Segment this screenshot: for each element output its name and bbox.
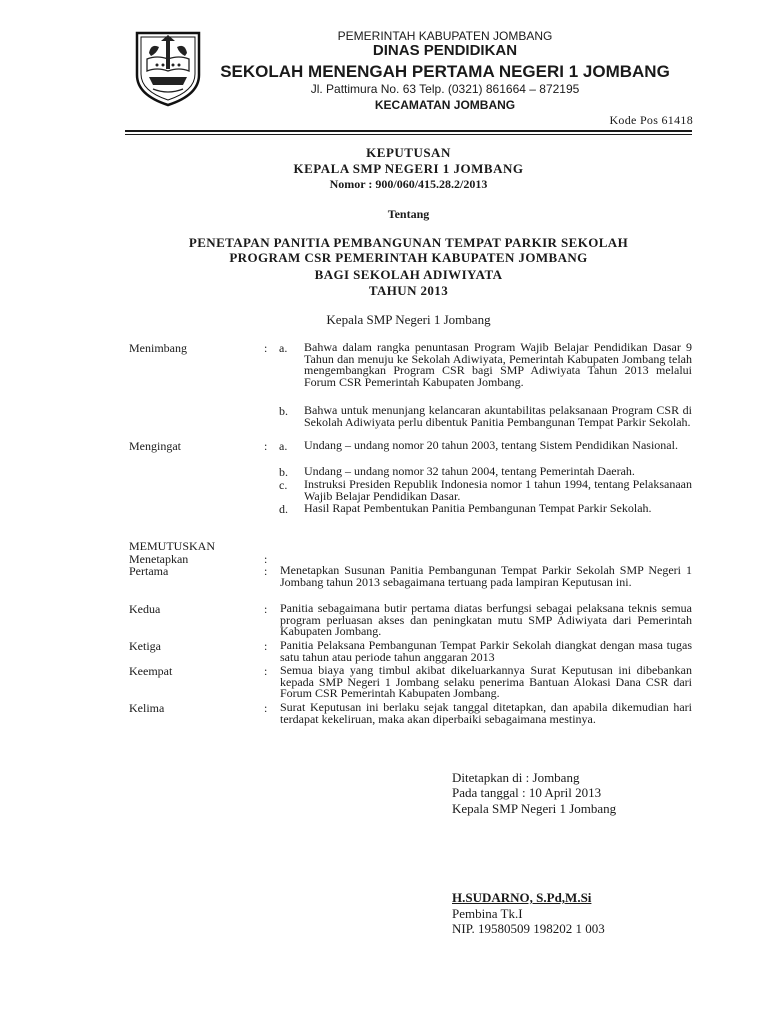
mengingat-colon: : — [264, 439, 268, 453]
item-letter: a. — [279, 341, 288, 355]
kop-rule-thin — [125, 134, 692, 135]
diktum-colon: : — [264, 664, 268, 678]
doc-title: KEPUTUSAN — [366, 145, 451, 160]
item-letter: b. — [279, 465, 288, 479]
ditetapkan-di: Ditetapkan di : Jombang — [452, 770, 580, 785]
diktum-label: Kedua — [129, 602, 161, 616]
mengingat-item: Undang – undang nomor 20 tahun 2003, tentang Sistem Pendidikan Nasional. — [304, 438, 678, 452]
menetapkan-colon: : — [264, 552, 268, 566]
doc-official: Kepala SMP Negeri 1 Jombang — [326, 312, 491, 327]
doc-subject-line: TAHUN 2013 — [368, 283, 449, 298]
item-letter: a. — [279, 439, 288, 453]
diktum-label: Ketiga — [129, 639, 161, 653]
diktum-text: Panitia sebagaimana butir pertama diatas berfungsi sebagai pelaksana teknis semua program perluasan akses dan peningkatan mutu SMP Adiwiyata dari Pemerintah Kabupaten Jombang. — [280, 601, 692, 638]
kop-kecamatan: KECAMATAN JOMBANG — [374, 98, 516, 112]
mengingat-label: Mengingat — [129, 439, 181, 453]
diktum-text: Panitia Pelaksana Pembangunan Tempat Parkir Sekolah diangkat dengan masa tugas satu tahun atau periode tahun anggaran 2013 — [280, 638, 692, 664]
kop-pemerintah: PEMERINTAH KABUPATEN JOMBANG — [337, 29, 553, 43]
signer-position: Kepala SMP Negeri 1 Jombang — [452, 801, 617, 816]
doc-issuer: KEPALA SMP NEGERI 1 JOMBANG — [293, 161, 524, 176]
signer-name: H.SUDARNO, S.Pd,M.Si — [452, 890, 592, 905]
signer-rank: Pembina Tk.I — [452, 906, 523, 921]
kop-dinas: DINAS PENDIDIKAN — [372, 42, 518, 59]
pada-tanggal: Pada tanggal : 10 April 2013 — [452, 785, 602, 800]
diktum-label: Kelima — [129, 701, 165, 715]
diktum-colon: : — [264, 564, 268, 578]
doc-tentang: Tentang — [387, 207, 430, 221]
diktum-text: Semua biaya yang timbul akibat dikeluarkannya Surat Keputusan ini dibebankan kepada SMP Negeri 1 Jombang selaku penerima Bantuan Alokasi Dana CSR dari Forum CSR Pemerintah Kabupaten Jombang. — [280, 663, 692, 700]
item-letter: d. — [279, 502, 288, 516]
menetapkan-label: Menetapkan — [129, 552, 189, 566]
item-letter: b. — [279, 404, 288, 418]
mengingat-item: Hasil Rapat Pembentukan Panitia Pembangunan Tempat Parkir Sekolah. — [304, 501, 652, 515]
mengingat-item: Undang – undang nomor 32 tahun 2004, tentang Pemerintah Daerah. — [304, 464, 635, 478]
signer-nip: NIP. 19580509 198202 1 003 — [452, 921, 605, 936]
regency-emblem-icon — [131, 29, 205, 107]
doc-subject-line: PENETAPAN PANITIA PEMBANGUNAN TEMPAT PARKIR SEKOLAH — [188, 235, 629, 250]
doc-subject-line: BAGI SEKOLAH ADIWIYATA — [314, 267, 503, 282]
diktum-colon: : — [264, 602, 268, 616]
kode-pos: Kode Pos 61418 — [609, 113, 693, 127]
diktum-label: Pertama — [129, 564, 169, 578]
diktum-colon: : — [264, 639, 268, 653]
kop-rule-thick — [125, 130, 692, 132]
menimbang-colon: : — [264, 341, 268, 355]
menimbang-label: Menimbang — [129, 341, 187, 355]
doc-number: Nomor : 900/060/415.28.2/2013 — [329, 177, 488, 191]
menimbang-item: Bahwa dalam rangka penuntasan Program Wajib Belajar Pendidikan Dasar 9 Tahun dan menuju ke Sekolah Adiwiyata, Pemerintah Kabupaten Jombang telah mengembangkan Program CSR bagi SMP Adiwiyata Tahun 2013 melalui Forum CSR Pemerintah Kabupaten Jombang. — [304, 340, 692, 389]
mengingat-item: Instruksi Presiden Republik Indonesia nomor 1 tahun 1994, tentang Pelaksanaan Wajib Belajar Pendidikan Dasar. — [304, 477, 692, 503]
kop-alamat: Jl. Pattimura No. 63 Telp. (0321) 861664 – 872195 — [310, 82, 580, 96]
diktum-label: Keempat — [129, 664, 173, 678]
doc-subject-line: PROGRAM CSR PEMERINTAH KABUPATEN JOMBANG — [229, 250, 588, 265]
kop-sekolah: SEKOLAH MENENGAH PERTAMA NEGERI 1 JOMBANG — [220, 62, 670, 81]
diktum-text: Menetapkan Susunan Panitia Pembangunan Tempat Parkir Sekolah SMP Negeri 1 Jombang tahun 2013 sebagaimana tertuang pada lampiran Keputusan ini. — [280, 563, 692, 589]
menimbang-item: Bahwa untuk menunjang kelancaran akuntabilitas pelaksanaan Program CSR di Sekolah Adiwiyata perlu dibentuk Panitia Pembangunan Tempat Parkir Sekolah. — [304, 403, 692, 429]
item-letter: c. — [279, 478, 288, 492]
memutuskan-label: MEMUTUSKAN — [129, 539, 216, 553]
diktum-text: Surat Keputusan ini berlaku sejak tanggal ditetapkan, dan apabila dikemudian hari terdapat kekeliruan, maka akan diperbaiki sebagaimana mestinya. — [280, 700, 692, 726]
diktum-colon: : — [264, 701, 268, 715]
